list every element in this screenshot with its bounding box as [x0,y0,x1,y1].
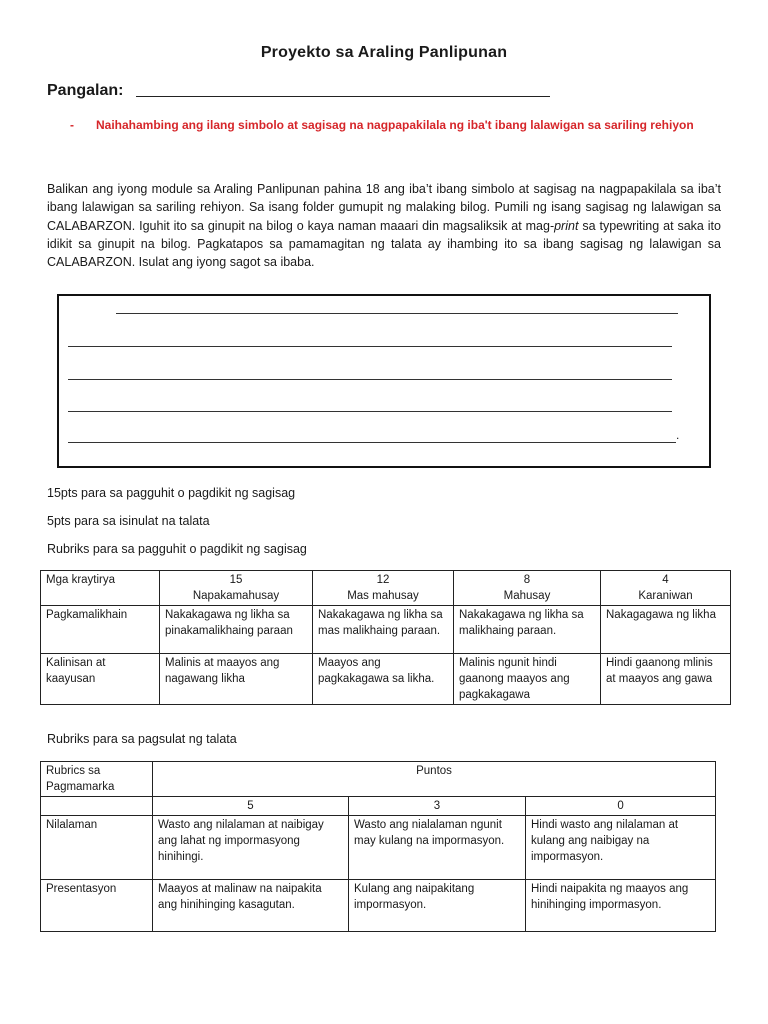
rubric1-caption: Rubriks para sa pagguhit o pagdikit ng sagisag [47,542,307,556]
criterion-cell: Pagkamalikhain [41,606,160,654]
instructions-part-2: sa typewriting at saka ito idikit sa ginupit na bilog. Pagkatapos sa pamamagitan ng talata ay ihambing ito sa ibang sagisag ng lalawigan sa CALABARZON. Isulat ang iyong sagot sa ibaba. [47,218,721,270]
rubric-cell: Maayos ang pagkakagawa sa likha. [313,654,454,705]
level-points: 0 [526,797,716,816]
rubric1-level-header [601,571,731,606]
answer-line-3[interactable] [68,379,672,380]
table-row [41,606,731,654]
rubric2-table [40,761,716,932]
answer-line-5[interactable] [68,442,676,443]
level-points: 15 [229,574,243,586]
rubric1-criteria-header: Mga kraytirya [41,571,160,606]
level-label: Karaniwan [638,590,693,602]
criterion-cell: Kalinisan at kaayusan [41,654,160,705]
rubric2-caption: Rubriks para sa pagsulat ng talata [47,732,237,746]
rubric1-level-header [160,571,313,606]
rubric-cell: Wasto ang nialalaman ngunit may kulang na impormasyon. [349,816,526,880]
level-points: 4 [662,574,669,586]
rubric-cell: Nakakagawa ng likha sa malikhaing paraan. [454,606,601,654]
rubric-cell: Kulang ang naipakitang impormasyon. [349,880,526,932]
rubric2-points-header: Puntos [153,762,716,797]
rubric-cell: Hindi wasto ang nilalaman at kulang ang naibigay na impormasyon. [526,816,716,880]
rubric-cell: Nakakagawa ng likha sa mas malikhaing paraan. [313,606,454,654]
rubric-cell: Malinis at maayos ang nagawang likha [160,654,313,705]
instructions-part-1: Balikan ang iyong module sa Araling Panlipunan pahina 18 ang iba’t ibang simbolo at sagisag na nagpapakilala sa iba’t ibang lalawigan sa sariling rehiyon. Sa isang folder gumupit ng malaking bilog. Pumili ng isang sagisag ng lalawigan sa CALABARZON. Iguhit ito sa ginupit na bilog o kaya naman maaari din magsaliksik at mag- [47,182,721,233]
rubric-cell: Wasto ang nilalaman at naibigay ang lahat ng impormasyong hinihingi. [153,816,349,880]
name-field-row [47,82,550,100]
level-points: 12 [376,574,390,586]
table-row [41,654,731,705]
instructions-paragraph [47,180,721,271]
rubric-cell: Nakakagawa ng likha sa pinakamalikhaing paraan [160,606,313,654]
answer-period: . [676,428,680,442]
rubric-cell: Maayos at malinaw na naipakita ang hinihinging kasagutan. [153,880,349,932]
rubric1-level-header [454,571,601,606]
objective-text: Naihahambing ang ilang simbolo at sagisag na nagpapakilala ng iba't ibang lalawigan sa sariling rehiyon [96,118,694,132]
learning-objective [70,116,710,134]
objective-bullet: - [70,118,74,132]
rubric-cell: Hindi naipakita ng maayos ang hinihinging impormasyon. [526,880,716,932]
points-drawing-note: 15pts para sa pagguhit o pagdikit ng sagisag [47,486,296,500]
empty-cell [41,797,153,816]
rubric-cell: Hindi gaanong mlinis at maayos ang gawa [601,654,731,705]
points-paragraph-note: 5pts para sa isinulat na talata [47,514,210,528]
name-blank-line[interactable] [136,84,550,97]
page-title: Proyekto sa Araling Panlipunan [260,44,508,61]
rubric2-criteria-header: Rubrics sa Pagmamarka [41,762,153,797]
answer-line-4[interactable] [68,411,672,412]
rubric-cell: Malinis ngunit hindi gaanong maayos ang pagkakagawa [454,654,601,705]
table-row [41,880,716,932]
table-row [41,816,716,880]
level-label: Napakamahusay [192,590,280,602]
criterion-cell: Nilalaman [41,816,153,880]
name-label: Pangalan: [47,82,124,99]
rubric1-table [40,570,731,705]
rubric2-levels-row [41,797,716,816]
level-label: Mahusay [503,590,551,602]
rubric1-header-row [41,571,731,606]
instructions-italic-word: print [554,218,579,233]
level-points: 3 [349,797,526,816]
rubric-cell: Nakagagawa ng likha [601,606,731,654]
criterion-cell: Presentasyon [41,880,153,932]
rubric1-level-header [313,571,454,606]
level-points: 5 [153,797,349,816]
answer-line-2[interactable] [68,346,672,347]
level-label: Mas mahusay [347,590,419,602]
answer-line-1[interactable] [116,313,678,314]
rubric2-header-row [41,762,716,797]
level-points: 8 [523,574,531,586]
